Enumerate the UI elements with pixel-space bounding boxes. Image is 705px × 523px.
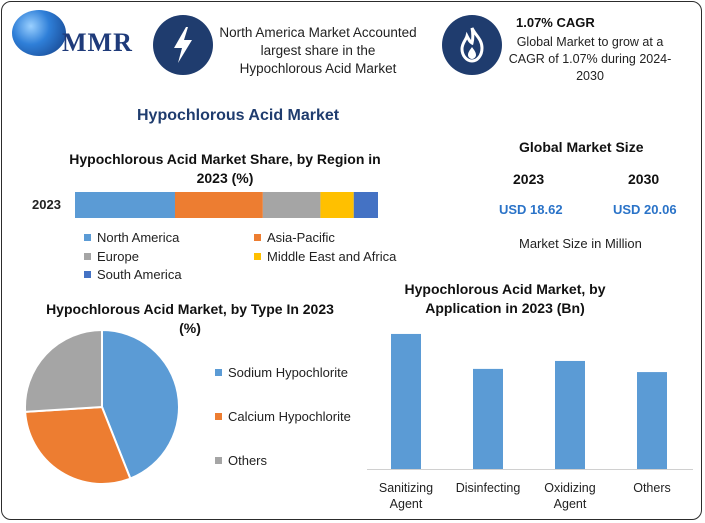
type-chart-title: Hypochlorous Acid Market, by Type In 2023 (%) xyxy=(46,301,334,336)
region-stacked-bar xyxy=(75,190,380,220)
value-2030: USD 20.06 xyxy=(613,202,677,217)
region-segment-middle-east-and-africa xyxy=(320,192,353,218)
application-chart-title: Hypochlorous Acid Market, by Application in 2023 (Bn) xyxy=(404,281,606,316)
legend-item-europe xyxy=(84,249,139,264)
region-segment-north-america xyxy=(75,192,175,218)
legend-item-calcium-hypochlorite xyxy=(215,409,351,424)
bar-disinfecting xyxy=(473,369,503,469)
region-category-label: 2023 xyxy=(32,197,61,212)
value-2023: USD 18.62 xyxy=(499,202,563,217)
legend-label: Europe xyxy=(97,249,139,264)
logo-text: MMR xyxy=(62,28,133,57)
bar-others xyxy=(637,372,667,469)
region-segment-south-america xyxy=(354,192,378,218)
x-tick-label-disinfecting: Disinfecting xyxy=(455,481,521,495)
region-chart-title: Hypochlorous Acid Market Share, by Region in 2023 (%) xyxy=(69,151,381,186)
x-tick-label-sanitizing-agent: Sanitizing Agent xyxy=(378,481,434,511)
legend-swatch xyxy=(84,271,91,278)
legend-label: Others xyxy=(228,453,268,468)
legend-item-middle-east-and-africa xyxy=(254,249,396,264)
legend-label: Sodium Hypochlorite xyxy=(228,365,348,380)
legend-item-others xyxy=(215,453,267,468)
legend-swatch xyxy=(254,253,261,260)
x-tick-label-oxidizing-agent: Oxidizing Agent xyxy=(544,481,596,511)
x-tick-label-others: Others xyxy=(633,481,671,495)
legend-swatch xyxy=(254,234,261,241)
legend-label: Calcium Hypochlorite xyxy=(228,409,351,424)
legend-swatch xyxy=(215,413,222,420)
bar-oxidizing-agent xyxy=(555,361,585,469)
market-size-note: Market Size in Million xyxy=(519,236,642,251)
legend-swatch xyxy=(84,234,91,241)
north-america-text: North America Market Accounted largest share in the Hypochlorous Acid Market xyxy=(219,25,417,76)
legend-swatch xyxy=(215,369,222,376)
legend-item-sodium-hypochlorite xyxy=(215,365,348,380)
legend-swatch xyxy=(215,457,222,464)
year-2030-label: 2030 xyxy=(628,171,660,187)
cagr-title: 1.07% CAGR xyxy=(516,15,595,30)
legend-label: Asia-Pacific xyxy=(267,230,335,245)
region-segment-asia-pacific xyxy=(175,192,263,218)
legend-item-north-america xyxy=(84,230,179,245)
legend-swatch xyxy=(84,253,91,260)
type-pie-chart xyxy=(20,313,190,508)
legend-item-asia-pacific xyxy=(254,230,335,245)
flame-icon xyxy=(442,15,502,75)
globe-logo-icon xyxy=(12,10,66,56)
legend-label: Middle East and Africa xyxy=(267,249,397,264)
lightning-icon xyxy=(153,15,213,75)
bar-sanitizing-agent xyxy=(391,334,421,469)
application-bar-chart xyxy=(365,320,695,475)
cagr-text: Global Market to grow at a CAGR of 1.07% during 2024-2030 xyxy=(508,35,672,83)
year-2023-label: 2023 xyxy=(513,171,545,187)
legend-item-south-america xyxy=(84,267,182,282)
main-title: Hypochlorous Acid Market xyxy=(137,107,340,124)
global-market-size-title: Global Market Size xyxy=(519,139,644,155)
pie-slice-others xyxy=(25,330,102,412)
legend-label: South America xyxy=(97,267,182,282)
legend-label: North America xyxy=(97,230,180,245)
region-segment-europe xyxy=(263,192,321,218)
